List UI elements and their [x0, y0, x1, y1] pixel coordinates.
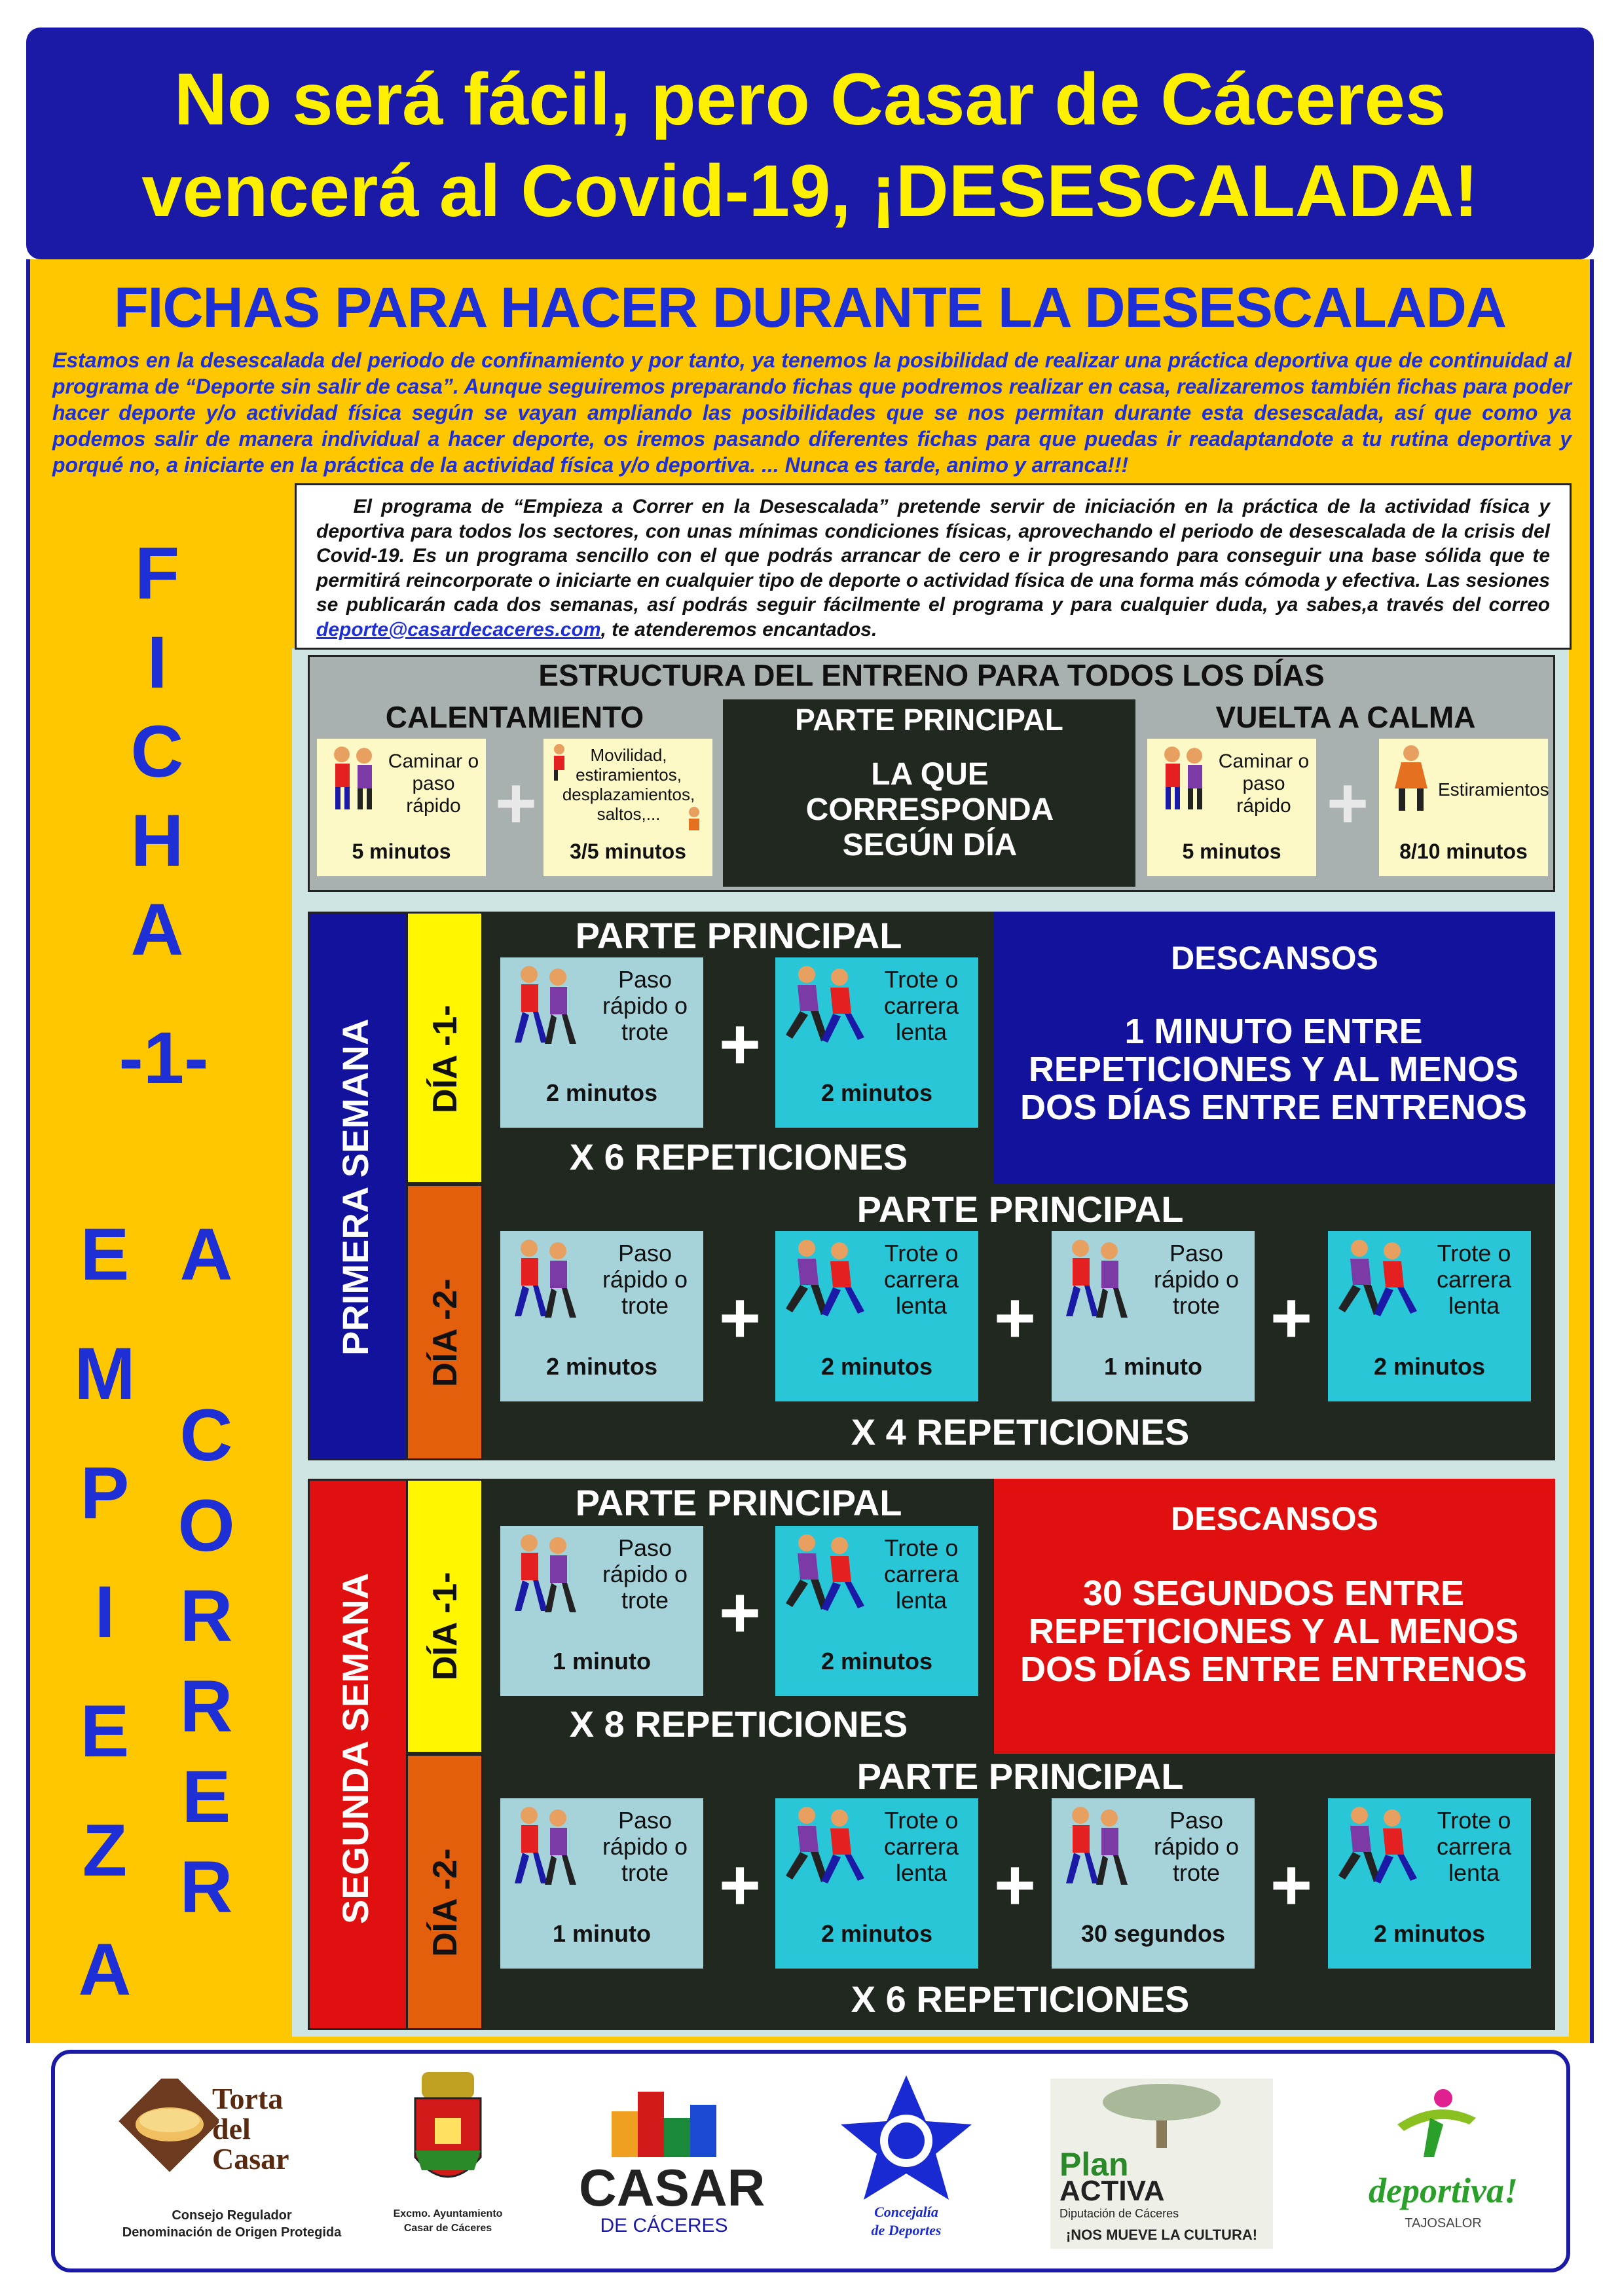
joggers-icon [782, 1531, 867, 1616]
deportiva-logo: deportiva! TAJOSALOR [1345, 2085, 1541, 2249]
plus-sign: + [1270, 1278, 1313, 1358]
letter: H [130, 800, 184, 881]
exercise-text: Paso rápido o trote [602, 1534, 688, 1614]
runners-icon [1058, 1236, 1130, 1322]
letter: R [179, 1846, 233, 1928]
exercise-time: 1 minuto [553, 1648, 651, 1675]
letter [167, 1308, 246, 1399]
runners-icon [507, 1236, 579, 1322]
empieza-word [65, 1213, 144, 2052]
runners-icon [507, 1531, 579, 1616]
week1-label: PRIMERA SEMANA [335, 1018, 376, 1356]
week1-day1-label: DÍA -1- [426, 1005, 464, 1113]
walkers-icon [322, 743, 381, 815]
plus-sign: + [494, 763, 538, 843]
parte-principal-label: PARTE PRINCIPAL [856, 1756, 1184, 1797]
athlete-icon [1384, 2085, 1489, 2164]
joggers-icon [1335, 1804, 1420, 1889]
letter: I [94, 1571, 115, 1653]
week2-label: SEGUNDA SEMANA [335, 1572, 376, 1924]
exercise-time: 2 minutos [545, 1353, 657, 1380]
plus-sign: + [718, 1278, 762, 1358]
parte-principal-label: PARTE PRINCIPAL [856, 1189, 1184, 1230]
ficha-number: -1- [119, 1017, 209, 1099]
exercise-text: Paso rápido o trote [602, 1807, 688, 1886]
warmup-a-text: Caminar o paso rápido [388, 750, 479, 817]
letter: C [130, 711, 184, 792]
letter: M [74, 1333, 136, 1415]
coat-of-arms-icon [409, 2072, 487, 2203]
joggers-icon [782, 963, 867, 1048]
plan-activa-logo: Plan ACTIVA Diputación de Cáceres ¡NOS MUEVE LA CULTURA! [1050, 2079, 1273, 2249]
exercise-text: Trote o carrera lenta [883, 966, 959, 1045]
tree-icon [1096, 2083, 1227, 2148]
town-skyline-icon [598, 2079, 729, 2164]
headline [26, 28, 1594, 259]
letter: E [80, 1690, 130, 1772]
week2-day1-label: DÍA -1- [426, 1572, 464, 1680]
cooldown-a-time: 5 minutos [1182, 840, 1281, 863]
joggers-icon [782, 1236, 867, 1322]
plus-sign: + [718, 1845, 762, 1925]
warmup-b-text: Movilidad, estiramientos, desplazamientos, saltos,... [562, 745, 695, 824]
letter: A [179, 1213, 233, 1295]
ficha-word [118, 532, 196, 982]
letter: E [80, 1213, 130, 1295]
letter: F [134, 532, 180, 614]
exercise-text: Trote o carrera lenta [883, 1807, 959, 1886]
sponsors-footer [51, 2050, 1570, 2272]
letter: A [78, 1929, 132, 2010]
torta-del-casar-logo: Torta del Casar Consejo Regulador Denominación de Origen Protegida [114, 2079, 350, 2262]
letter: Z [82, 1809, 128, 1891]
week1-day1-reps: X 6 REPETICIONES [569, 1136, 908, 1177]
stretching-icon [1382, 743, 1441, 815]
letter: E [181, 1756, 231, 1838]
exercise-text: Paso rápido o trote [1153, 1807, 1240, 1886]
exercise-time: 1 minuto [553, 1920, 651, 1947]
program-description: El programa de “Empieza a Correr en la Desescalada” pretende servir de iniciación en la práctica de la actividad física y deportiva para todos los sectores, con unas mínimas condiciones físicas, aprovechando el periodo de desescalada de la crisis del Covid-19. Es un programa sencillo con el que podrás arrancar de cero e ir progresando para conseguir una base sólida que te permitirá reincorporate o iniciarte en cualquier tipo de deporte o actividad física de una forma más cómoda y efectiva. Las sesiones se publicarán cada dos semanas, así podrás seguir fácilmente el programa y para cualquier duda, ya sabes,a través del correo deporte@casardecaceres.com, te atenderemos encantados. [295, 483, 1572, 650]
exercise-text: Trote o carrera lenta [883, 1534, 959, 1614]
exercise-time: 30 segundos [1080, 1920, 1226, 1947]
descansos-label: DESCANSOS [1171, 1500, 1378, 1537]
casar-de-caceres-logo: CASAR DE CÁCERES [579, 2079, 749, 2262]
joggers-icon [1335, 1236, 1420, 1322]
walkers-icon [1152, 743, 1211, 815]
week2-day1-reps: X 8 REPETICIONES [569, 1703, 908, 1745]
exercise-time: 2 minutos [1373, 1353, 1485, 1380]
ayuntamiento-logo: Excmo. Ayuntamiento Casar de Cáceres [386, 2072, 510, 2262]
exercise-time: 2 minutos [820, 1353, 932, 1380]
letter: I [147, 621, 168, 703]
cooldown-label: VUELTA A CALMA [1215, 700, 1476, 734]
concejalia-logo: Concejalía de Deportes [828, 2072, 985, 2262]
intro-text: Estamos en la desescalada del periodo de confinamiento y por tanto, ya tenemos la posibilidad de realizar una práctica deportiva que de continuidad al programa de “Deporte sin salir de casa”. Aunque seguiremos preparando fichas que podremos realizar en casa, realizaremos también fichas para poder hacer deporte y/o actividad física según se vayan ampliando las posibilidades que se nos permitan durante esta desescalada, así que como ya podemos salir de manera individual a hacer deporte, os iremos pasando diferentes fichas para que puedas ir readaptandote a tu rutina deportiva y porqué no, a iniciarte en la práctica de la actividad física y/o deportiva. ... Nunca es tarde, animo y arranca!!! [52, 348, 1572, 477]
plus-sign: + [1270, 1845, 1313, 1925]
parte-principal-label: PARTE PRINCIPAL [575, 1482, 902, 1523]
week1-day2-reps: X 4 REPETICIONES [851, 1411, 1190, 1453]
exercise-time: 2 minutos [820, 1920, 932, 1947]
exercise-text: Trote o carrera lenta [883, 1240, 959, 1319]
runners-icon [1058, 1804, 1130, 1889]
letter: C [179, 1394, 233, 1476]
exercise-time: 1 minuto [1104, 1353, 1202, 1380]
letter: P [80, 1452, 130, 1534]
descansos-label: DESCANSOS [1171, 940, 1378, 976]
cooldown-b-time: 8/10 minutos [1399, 840, 1528, 863]
letter: R [179, 1665, 233, 1747]
week2-rest-text: 30 SEGUNDOS ENTRE REPETICIONES Y AL MENOS DOS DÍAS ENTRE ENTRENOS [1020, 1574, 1528, 1689]
joggers-icon [782, 1804, 867, 1889]
plus-sign: + [718, 1004, 762, 1084]
cooldown-a-text: Caminar o paso rápido [1218, 750, 1310, 817]
week2-day2-label: DÍA -2- [426, 1848, 464, 1957]
exercise-time: 2 minutos [820, 1648, 932, 1675]
main-part-text: LA QUE CORRESPONDA SEGÚN DÍA [805, 757, 1054, 862]
week1-day2-label: DÍA -2- [426, 1278, 464, 1387]
exercise-text: Paso rápido o trote [602, 1240, 688, 1319]
exercise-time: 2 minutos [1373, 1920, 1485, 1947]
email-link[interactable]: deporte@casardecaceres.com [316, 618, 601, 640]
letter: O [177, 1485, 235, 1566]
warmup-label: CALENTAMIENTO [385, 700, 644, 734]
letter: R [179, 1575, 233, 1657]
exercise-text: Paso rápido o trote [602, 966, 688, 1045]
warmup-b-time: 3/5 minutos [570, 840, 686, 863]
exercise-text: Paso rápido o trote [1153, 1240, 1240, 1319]
structure-title: ESTRUCTURA DEL ENTRENO PARA TODOS LOS DÍAS [538, 658, 1325, 692]
main-part-label: PARTE PRINCIPAL [795, 703, 1063, 737]
headline-line2: vencerá al Covid-19, ¡DESESCALADA! [141, 150, 1479, 232]
a-correr-word [167, 1213, 246, 1941]
exercise-text: Trote o carrera lenta [1436, 1240, 1512, 1319]
plus-sign: + [993, 1845, 1037, 1925]
week2-day2-reps: X 6 REPETICIONES [851, 1978, 1190, 2020]
plus-sign: + [993, 1278, 1037, 1358]
week1-rest-text: 1 MINUTO ENTRE REPETICIONES Y AL MENOS DOS DÍAS ENTRE ENTRENOS [1020, 1012, 1528, 1127]
exercise-time: 2 minutos [545, 1079, 657, 1106]
warmup-a-time: 5 minutos [352, 840, 451, 863]
headline-line1: No será fácil, pero Casar de Cáceres [174, 58, 1446, 140]
plus-sign: + [1326, 763, 1369, 843]
letter: A [130, 889, 184, 971]
star-icon [838, 2072, 975, 2203]
runners-icon [507, 963, 579, 1048]
parte-principal-label: PARTE PRINCIPAL [575, 915, 902, 956]
exercise-text: Trote o carrera lenta [1436, 1807, 1512, 1886]
torta-icon [114, 2079, 219, 2183]
plus-sign: + [718, 1572, 762, 1653]
exercise-time: 2 minutos [820, 1079, 932, 1106]
runners-icon [507, 1804, 579, 1889]
subtitle: FICHAS PARA HACER DURANTE LA DESESCALADA [114, 276, 1506, 339]
cooldown-b-text: Estiramientos [1438, 779, 1549, 800]
